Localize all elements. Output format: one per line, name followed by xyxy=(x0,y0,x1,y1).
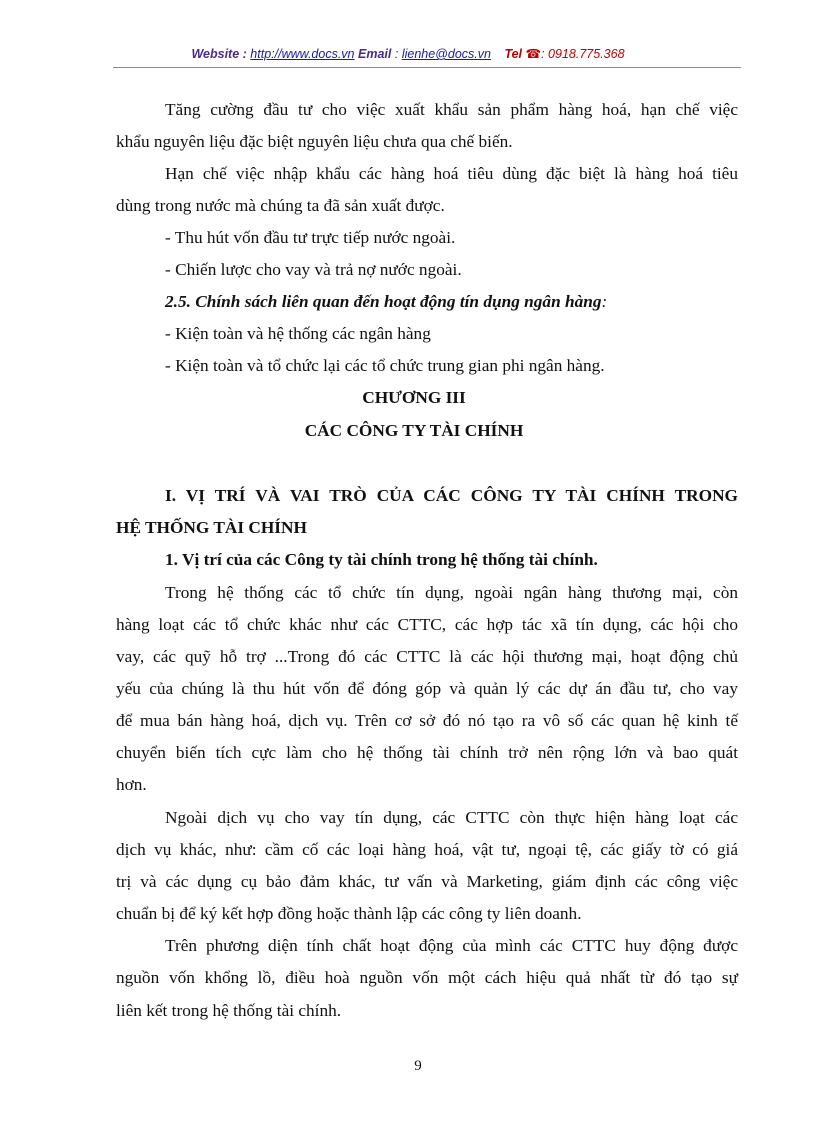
paragraph-line: chuẩn bị để ký kết hợp đồng hoặc thành lập các công ty liên doanh. xyxy=(116,904,582,923)
paragraph-line: nguồn vốn khổng lồ, điều hoà nguồn vốn một cách hiệu quả nhất từ đó tạo sự xyxy=(116,968,738,987)
website-label: Website : xyxy=(191,47,247,61)
paragraph-line: để mua bán hàng hoá, dịch vụ. Trên cơ sở đó nó tạo ra vô số các quan hệ kinh tế xyxy=(116,711,738,730)
phone-icon: ☎ xyxy=(525,47,542,61)
paragraph-line: Hạn chế việc nhập khẩu các hàng hoá tiêu dùng đặc biệt là hàng hoá tiêu xyxy=(165,164,738,183)
email-separator: : xyxy=(394,47,399,61)
section-heading-colon: : xyxy=(601,292,608,311)
section-heading-2-5 xyxy=(165,292,738,312)
bullet-item: - Thu hút vốn đầu tư trực tiếp nước ngoài. xyxy=(165,228,456,247)
paragraph-line: dùng trong nước mà chúng ta đã sản xuất được. xyxy=(116,196,445,215)
paragraph-line: khẩu nguyên liệu đặc biệt nguyên liệu chưa qua chế biến. xyxy=(116,132,513,151)
chapter-title: CÁC CÔNG TY TÀI CHÍNH xyxy=(304,421,524,440)
heading-level-1: I. VỊ TRÍ VÀ VAI TRÒ CỦA CÁC CÔNG TY TÀI CHÍNH TRONG xyxy=(165,486,738,505)
chapter-number: CHƯƠNG III xyxy=(362,388,466,407)
paragraph-line: liên kết trong hệ thống tài chính. xyxy=(116,1001,342,1020)
paragraph-line: Trên phương diện tính chất hoạt động của mình các CTTC huy động được xyxy=(165,936,738,955)
bullet-item: - Chiến lược cho vay và trả nợ nước ngoài. xyxy=(165,260,462,279)
paragraph-line: vay, các quỹ hỗ trợ ...Trong đó các CTTC là các hội thương mại, hoạt động chủ xyxy=(116,647,738,666)
email-label: Email xyxy=(358,47,392,61)
heading-level-2: 1. Vị trí của các Công ty tài chính trong hệ thống tài chính. xyxy=(165,550,598,569)
tel-label: Tel xyxy=(504,47,523,61)
paragraph-line: dịch vụ khác, như: cầm cố các loại hàng hoá, vật tư, ngoại tệ, các giấy tờ có giá xyxy=(116,840,738,859)
paragraph-line: hơn. xyxy=(116,775,147,794)
section-heading-text: 2.5. Chính sách liên quan đến hoạt động tín dụng ngân hàng xyxy=(165,292,602,311)
bullet-item: - Kiện toàn và tổ chức lại các tổ chức trung gian phi ngân hàng. xyxy=(165,356,605,375)
page-number: 9 xyxy=(414,1058,422,1074)
paragraph-line: chuyển biến tích cực làm cho hệ thống tài chính trở nên rộng lớn và bao quát xyxy=(116,743,738,762)
heading-level-1-cont: HỆ THỐNG TÀI CHÍNH xyxy=(116,518,307,537)
tel-number: : 0918.775.368 xyxy=(541,47,625,61)
paragraph-line: yếu của chúng là thu hút vốn để đóng góp và quản lý các dự án đầu tư, cho vay xyxy=(116,679,738,698)
paragraph-line: Tăng cường đầu tư cho việc xuất khẩu sản phẩm hàng hoá, hạn chế việc xyxy=(165,100,738,119)
paragraph-line: Trong hệ thống các tổ chức tín dụng, ngoài ngân hàng thương mại, còn xyxy=(165,583,738,602)
website-link[interactable]: http://www.docs.vn xyxy=(250,47,355,61)
paragraph-line: hàng loạt các tổ chức khác như các CTTC, các hợp tác xã tín dụng, các hội cho xyxy=(116,615,738,634)
paragraph-line: Ngoài dịch vụ cho vay tín dụng, các CTTC còn thực hiện hàng loạt các xyxy=(165,808,738,827)
bullet-item: - Kiện toàn và hệ thống các ngân hàng xyxy=(165,324,431,343)
paragraph-line: trị và các dụng cụ bảo đảm khác, tư vấn và Marketing, giám định các công việc xyxy=(116,872,738,891)
email-link[interactable]: lienhe@docs.vn xyxy=(401,47,491,61)
